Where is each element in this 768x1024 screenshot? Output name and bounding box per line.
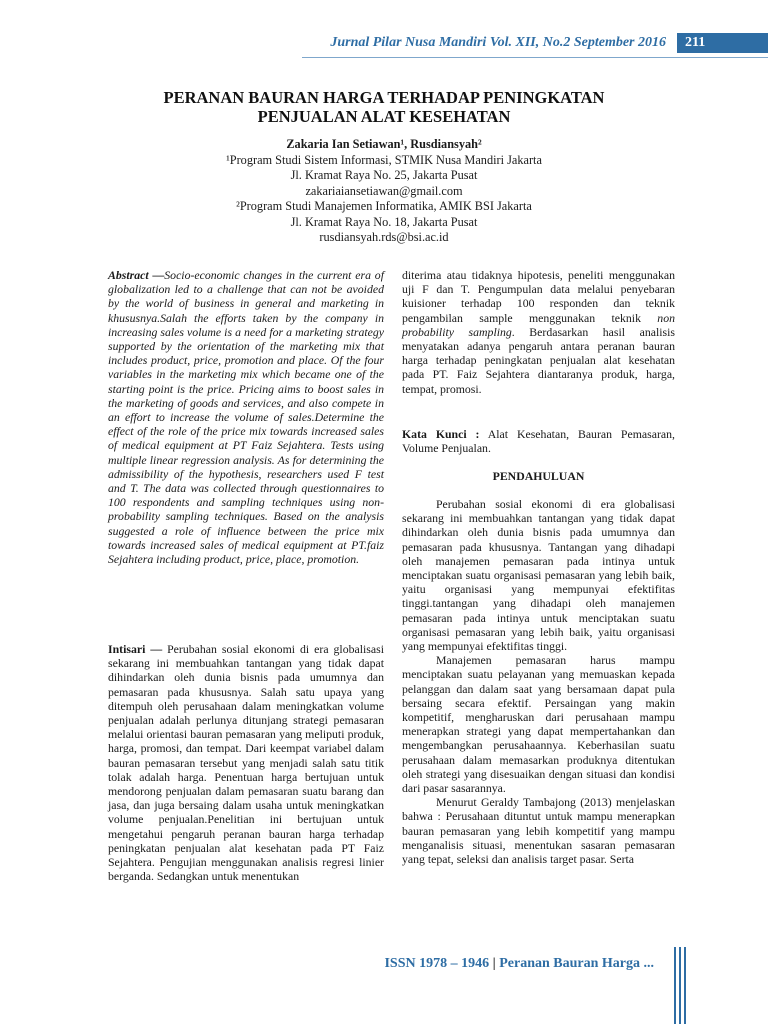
journal-title: Jurnal Pilar Nusa Mandiri Vol. XII, No.2 September 2016 [330,35,666,50]
intisari-continued [402,268,675,396]
footer-bar [674,947,676,1024]
footer-issn: ISSN 1978 – 1946 [384,956,490,971]
footer-bar [684,947,686,1024]
paragraph-3: Menurut Geraldy Tambajong (2013) menjelaskan bahwa : Perusahaan dituntut untuk mampu menerapkan bauran pemasaran yang lebih kompetitif yang mampu menganalisis situasi, menentukan sasaran pemasaran yang tepat, seleksi dan analisis target pasar. Serta [402,795,675,867]
abstract-label: Abstract — [108,268,165,282]
affiliation-1: ¹Program Studi Sistem Informasi, STMIK Nusa Mandiri Jakarta [226,152,542,167]
introduction-body [402,497,675,866]
email-1: zakariaiansetiawan@gmail.com [305,183,463,198]
intisari-cont-emphasis: non probability sampling [402,310,675,339]
author-names: Zakaria Ian Setiawan¹, Rusdiansyah² [286,137,482,151]
paragraph-2: Manajemen pemasaran harus mampu menciptakan suatu pelayanan yang memuaskan kepada pelanggan dan dalam saat yang bersamaan dapat pula bersaing secara efektif. Persaingan yang makin kompetitif, mengharuskan dari perusahaan mampu menerapkan strategi yang dapat mempertahankan dan mengembangkan perusahaannya. Keberhasilan suatu perusahaan dalam memasarkan produknya ditentukan oleh strategi yang disesuaikan dengan situasi dan kondisi dari pasar sasarannya. [402,653,675,796]
intisari-label: Intisari — [108,642,163,656]
footer-separator: | [492,956,496,971]
footer-running-title: Peranan Bauran Harga ... [499,956,654,971]
author-block [0,137,768,246]
email-2: rusdiansyah.rds@bsi.ac.id [319,230,449,244]
affiliation-2: ²Program Studi Manajemen Informatika, AMIK BSI Jakarta [236,199,532,213]
abstract-text: Socio-economic changes in the current era of globalization led to a challenge that can not be avoided by the world of business in general and marketing in khususnya.Salah the efforts taken by the company in increasing sales volume is a need for a marketing strategy supported by the orientation of the marketing mix that includes product, price, promotion and place. Of the four variables in the marketing mix which became one of the starting point is the price. Pricing aims to boost sales in the marketing of goods and services, and also compete in an effort to increase the volume of sales.Determine the effect of the role of the price mix towards increased sales of medical equipment at PT Faiz Sejahtera. Tests using multiple linear regression analysis. As for determining the admissibility of the hypothesis, researchers used F test and T. The data was collected through questionnaires to 100 respondents and sampling techniques using non-probability sampling techniques. Based on the analysis suggested a role of influence between the price mix towards increased sales of medical equipment at PT.faiz Sejahtera including product, price, place, promotion. [108,268,384,567]
intisari-cont-text-a: diterima atau tidaknya hipotesis, peneliti menggunakan uji F dan T. Pengumpulan data melalui penyebaran kuisioner terhadap 100 responden dan teknik pengambilan sample menggunakan teknik [402,268,675,325]
paper-title [0,88,768,126]
address-1: Jl. Kramat Raya No. 25, Jakarta Pusat [290,168,478,182]
address-2: Jl. Kramat Raya No. 18, Jakarta Pusat [290,214,478,229]
abstract [108,268,384,566]
section-heading: PENDAHULUAN [492,469,585,483]
header-rule [302,57,768,58]
page-footer [384,956,654,972]
paragraph-1: Perubahan sosial ekonomi di era globalisasi sekarang ini membuahkan tantangan yang tidak dapat dihindarkan oleh dunia bisnis pada umumnya dan pemasaran pada khususnya. Tantangan yang dihadapi oleh manajemen pemasaran pada intinya untuk menciptakan suatu organisasi pemasaran yang lebih baik, yaitu organisasi yang mempunyai efektifitas tinggi.tantangan yang dihadapi oleh manajemen pemasaran pada intinya untuk menciptakan suatu organisasi pemasaran yang lebih baik, yaitu organisasi yang mempunyai efektifitas tinggi. [402,497,675,654]
intisari [108,642,384,883]
paper-title-line-1: PERANAN BAURAN HARGA TERHADAP PENINGKATAN [163,88,605,107]
footer-bar [679,947,681,1024]
keywords [402,427,675,455]
intisari-text: Perubahan sosial ekonomi di era globalisasi sekarang ini membuahkan tantangan yang tidak dapat dihindarkan oleh dunia bisnis pada umumnya dan pemasaran pada khususnya. Salah satu upaya yang ditempuh oleh perusahaan dalam meningkatkan volume penjualan adalah perlunya ditunjang strategi pemasaran melalui orientasi bauran pemasaran yang meliputi produk, harga, promosi, dan tempat. Dari keempat variabel dalam bauran pemasaran tersebut yang menjadi salah satu titik tolak adalah harga. Penentuan harga bertujuan untuk mendorong penjualan dalam pemasaran suatu barang dan jasa, dan juga bersaing dalam usaha untuk meningkatkan volume penjualan.Penelitian ini bertujuan untuk mengetahui pengaruh peranan bauran harga terhadap peningkatan penjualan alat kesehatan pada PT Faiz Sejahtera. Pengujian menggunakan analisis regresi linier berganda. Sedangkan untuk menentukan [108,642,384,884]
page-header [0,33,768,55]
paper-title-line-2: PENJUALAN ALAT KESEHATAN [257,107,511,126]
keywords-label: Kata Kunci : [402,427,480,441]
page-number: 211 [677,33,768,53]
keywords-text: Alat Kesehatan, Bauran Pemasaran, Volume Penjualan. [402,427,675,456]
intisari-cont-text-b: . Berdasarkan hasil analisis menyatakan adanya pengaruh antara peranan bauran harga terhadap peningkatan penjualan alat kesehatan pada PT. Faiz Sejahtera diantaranya produk, harga, tempat, promosi. [402,324,675,396]
